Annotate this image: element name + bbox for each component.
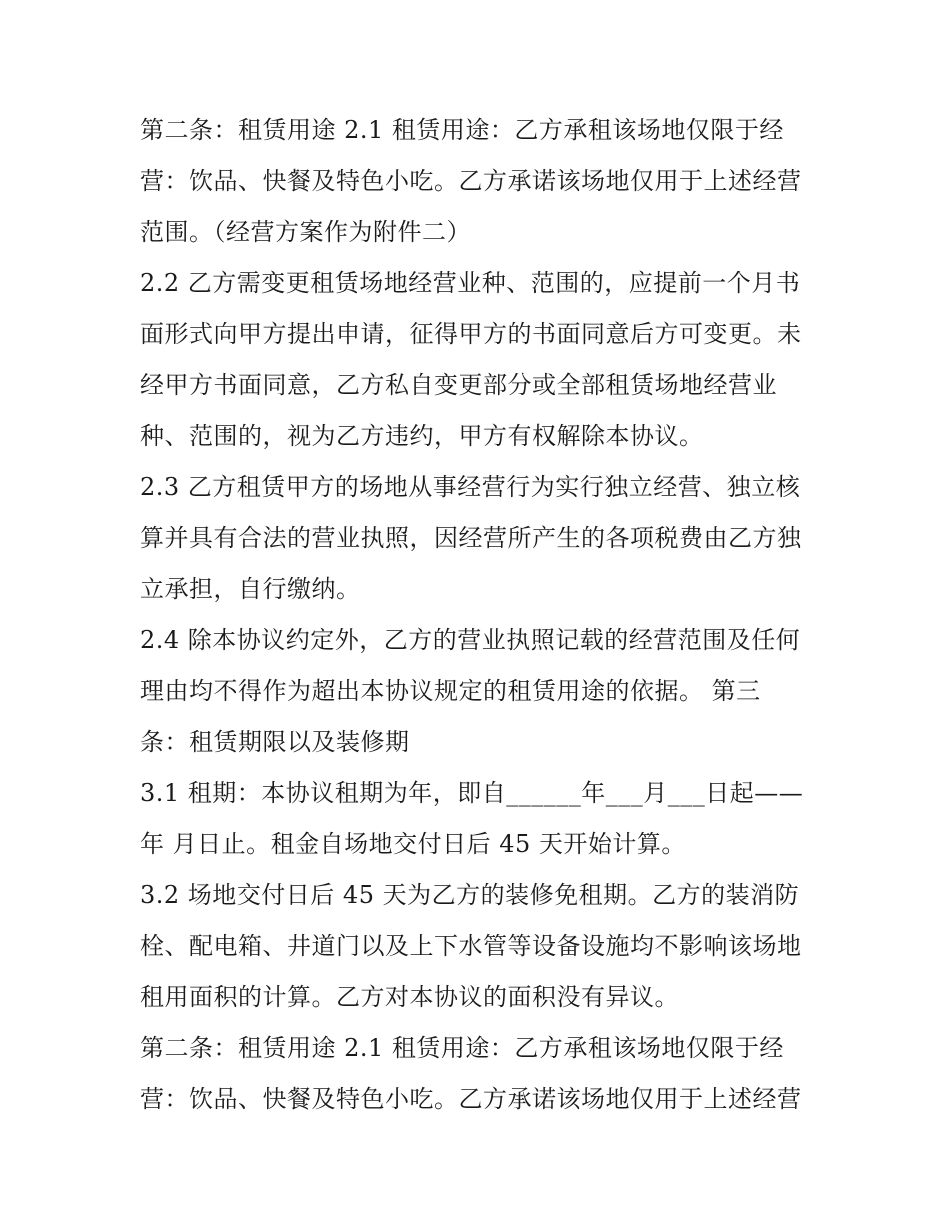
text-line: 2.4 除本协议约定外，乙方的营业执照记载的经营范围及任何	[140, 626, 801, 654]
text-line: 栓、配电箱、井道门以及上下水管等设备设施均不影响该场地	[140, 932, 802, 960]
text-line: 第二条：租赁用途 2.1 租赁用途：乙方承租该场地仅限于经	[140, 1034, 784, 1062]
text-line: 范围。（经营方案作为附件二）	[140, 218, 471, 246]
text-line: 第二条：租赁用途 2.1 租赁用途：乙方承租该场地仅限于经	[140, 116, 784, 144]
text-line: 营：饮品、快餐及特色小吃。乙方承诺该场地仅用于上述经营	[140, 1085, 802, 1113]
text-line: 理由均不得作为超出本协议规定的租赁用途的依据。 第三	[140, 677, 761, 705]
text-line: 3.2 场地交付日后 45 天为乙方的装修免租期。乙方的装消防	[140, 881, 800, 909]
text-line: 经甲方书面同意，乙方私自变更部分或全部租赁场地经营业	[140, 371, 777, 399]
text-line: 立承担，自行缴纳。	[140, 575, 361, 603]
text-line: 算并具有合法的营业执照，因经营所产生的各项税费由乙方独	[140, 524, 802, 552]
text-line: 租用面积的计算。乙方对本协议的面积没有异议。	[140, 983, 679, 1011]
text-line: 营：饮品、快餐及特色小吃。乙方承诺该场地仅用于上述经营	[140, 167, 802, 195]
text-line: 年 月日止。租金自场地交付日后 45 天开始计算。	[140, 830, 686, 858]
text-line: 2.3 乙方租赁甲方的场地从事经营行为实行独立经营、独立核	[140, 473, 801, 501]
text-line: 2.2 乙方需变更租赁场地经营业种、范围的，应提前一个月书	[140, 269, 801, 297]
text-line: 3.1 租期：本协议租期为年，即自______年___月___日起——	[140, 779, 804, 807]
text-line: 条：租赁期限以及装修期	[140, 728, 410, 756]
text-line: 种、范围的，视为乙方违约，甲方有权解除本协议。	[140, 422, 704, 450]
text-line: 面形式向甲方提出申请，征得甲方的书面同意后方可变更。未	[140, 320, 802, 348]
